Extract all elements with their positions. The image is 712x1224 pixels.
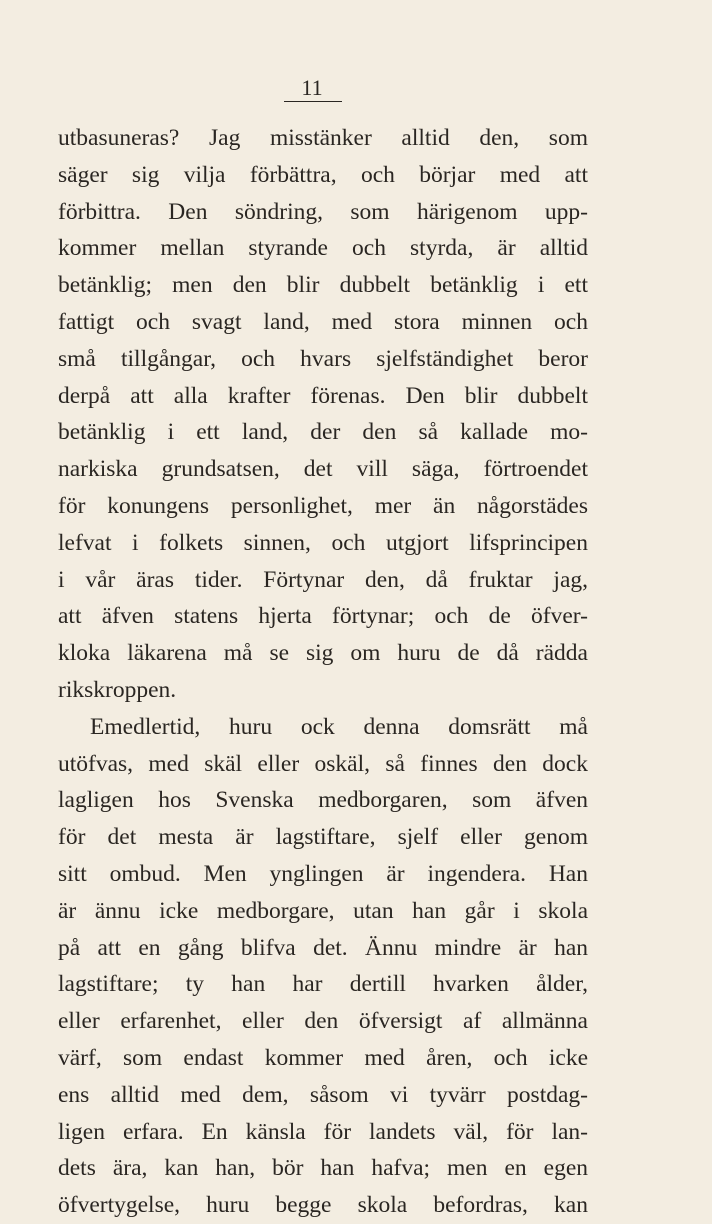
text-line: lagligen hos Svenska medborgaren, som äfven: [58, 787, 588, 814]
page-number-underline: [284, 101, 342, 102]
text-line: ens alltid med dem, såsom vi tyvärr postdag-: [58, 1081, 588, 1108]
text-line: fattigt och svagt land, med stora minnen och: [58, 308, 588, 335]
text-line: förbittra. Den söndring, som härigenom upp-: [58, 198, 588, 225]
text-line: i vår äras tider. Förtynar den, då fruktar jag,: [58, 566, 588, 593]
text-line: små tillgångar, och hvars sjelfständighet beror: [58, 345, 588, 372]
text-line: är ännu icke medborgare, utan han går i skola: [58, 897, 588, 924]
text-line: ligen erfara. En känsla för landets väl, för lan-: [58, 1118, 588, 1145]
text-line: kloka läkarena må se sig om huru de då rädda: [58, 640, 588, 667]
body-text: [58, 120, 588, 1224]
text-line: narkiska grundsatsen, det vill säga, förtroendet: [58, 456, 588, 483]
text-line: kommer mellan styrande och styrda, är alltid: [58, 235, 588, 262]
text-line: att äfven statens hjerta förtynar; och de öfver-: [58, 603, 588, 630]
text-line: öfvertygelse, huru begge skola befordras, kan: [58, 1192, 588, 1219]
paragraph-start-line: Emedlertid, huru ock denna domsrätt må: [90, 713, 588, 740]
text-line: värf, som endast kommer med åren, och icke: [58, 1044, 588, 1071]
text-line: säger sig vilja förbättra, och börjar med att: [58, 161, 588, 188]
text-line: för konungens personlighet, mer än någorstädes: [58, 492, 588, 519]
text-line: sitt ombud. Men ynglingen är ingendera. Han: [58, 860, 588, 887]
text-line: lagstiftare; ty han har dertill hvarken ålder,: [58, 971, 588, 998]
text-line: betänklig i ett land, der den så kallade mo-: [58, 419, 588, 446]
text-line: utbasuneras? Jag misstänker alltid den, som: [58, 125, 588, 151]
text-line: på att en gång blifva det. Ännu mindre är han: [58, 934, 588, 961]
paragraph-end-line: rikskroppen.: [58, 676, 177, 703]
page-number: 11: [301, 75, 323, 100]
text-line: lefvat i folkets sinnen, och utgjort lifsprincipen: [58, 529, 588, 556]
text-line: eller erfarenhet, eller den öfversigt af allmänna: [58, 1008, 588, 1035]
text-line: utöfvas, med skäl eller oskäl, så finnes den dock: [58, 750, 588, 777]
text-line: för det mesta är lagstiftare, sjelf eller genom: [58, 824, 588, 851]
text-line: betänklig; men den blir dubbelt betänklig i ett: [58, 272, 588, 299]
text-line: derpå att alla krafter förenas. Den blir dubbelt: [58, 382, 588, 409]
text-line: dets ära, kan han, bör han hafva; men en egen: [58, 1155, 588, 1182]
